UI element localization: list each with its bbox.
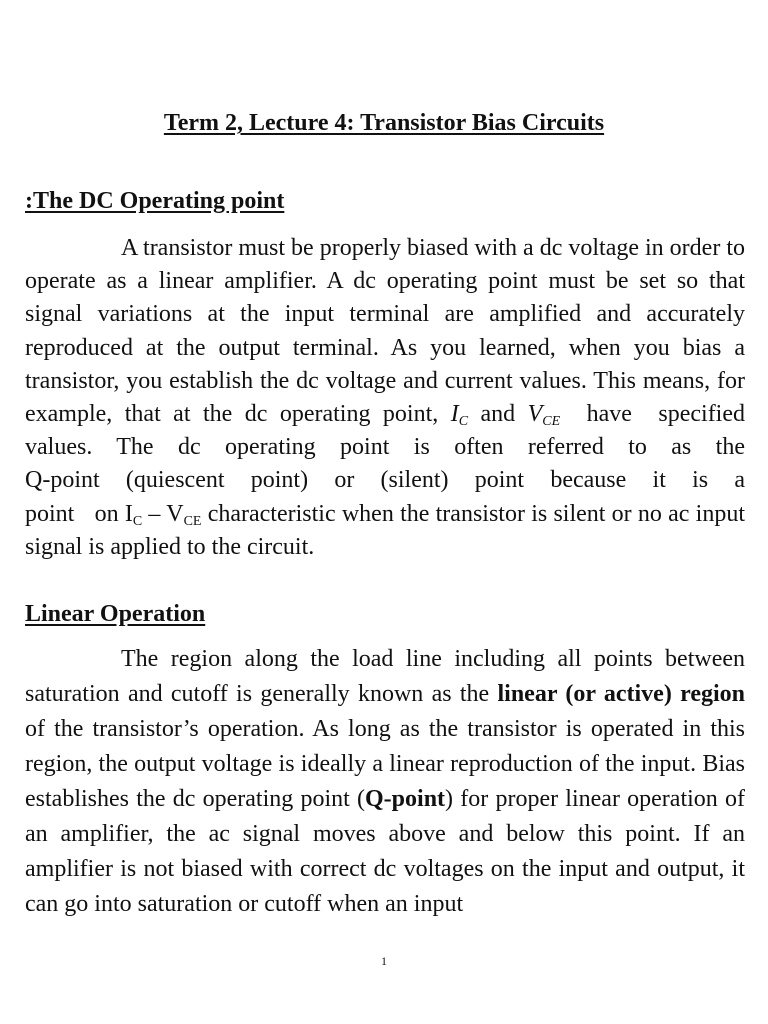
symbol-vce: $V_{CE}$ [527,401,561,430]
bold-term-q-point: Q-point [365,786,446,812]
bold-term-linear-region: linear (or active) region [497,681,746,707]
symbol-vce-2: $V_{CE}$ [166,500,202,529]
paragraph-text: The region along the load line including all points between saturation and cutoff is generally known as the [25,646,745,707]
paragraph-text: ) for proper linear operation of an amplifier, the ac signal moves above and below this point. If an amplifier is not biased with correct dc voltages on the input and output, it can go into saturation or cutoff when an input [25,786,745,917]
paragraph-text: – [142,500,161,527]
paragraph-text: and [468,401,528,428]
symbol-ic-2: $I_C$ [124,500,143,529]
paragraph-text: of the transistor’s operation. As long as the transistor is operated in this region, the output voltage is ideally a linear reproduction of the input. Bias establishes the dc operating point ( [25,716,745,812]
symbol-ic: $I_C$ [450,401,469,430]
paragraph-text: have specified values. The dc operating point is often referred to as the Q-point (quiescent point) or (silent) point because it is a point on [25,401,746,527]
paragraph-dc-operating-point [25,232,745,564]
section-heading-linear-operation: Linear Operation [25,601,206,627]
page-title: Term 2, Lecture 4: Transistor Bias Circuits [163,110,605,136]
section-heading-dc-operating-point: :The DC Operating point [25,188,285,214]
page-number: 1 [381,954,387,968]
paragraph-linear-operation [25,642,745,922]
paragraph-text: characteristic when the transistor is silent or no ac input signal is applied to the circuit. [25,500,746,560]
paragraph-text: A transistor must be properly biased with a dc voltage in order to operate as a linear amplifier. A dc operating point must be set so that signal variations at the input terminal are amplified and accurately reproduced at the output terminal. As you learned, when you bias a transistor, you establish the dc voltage and current values. This means, for example, that at the dc operating point, [25,235,745,428]
